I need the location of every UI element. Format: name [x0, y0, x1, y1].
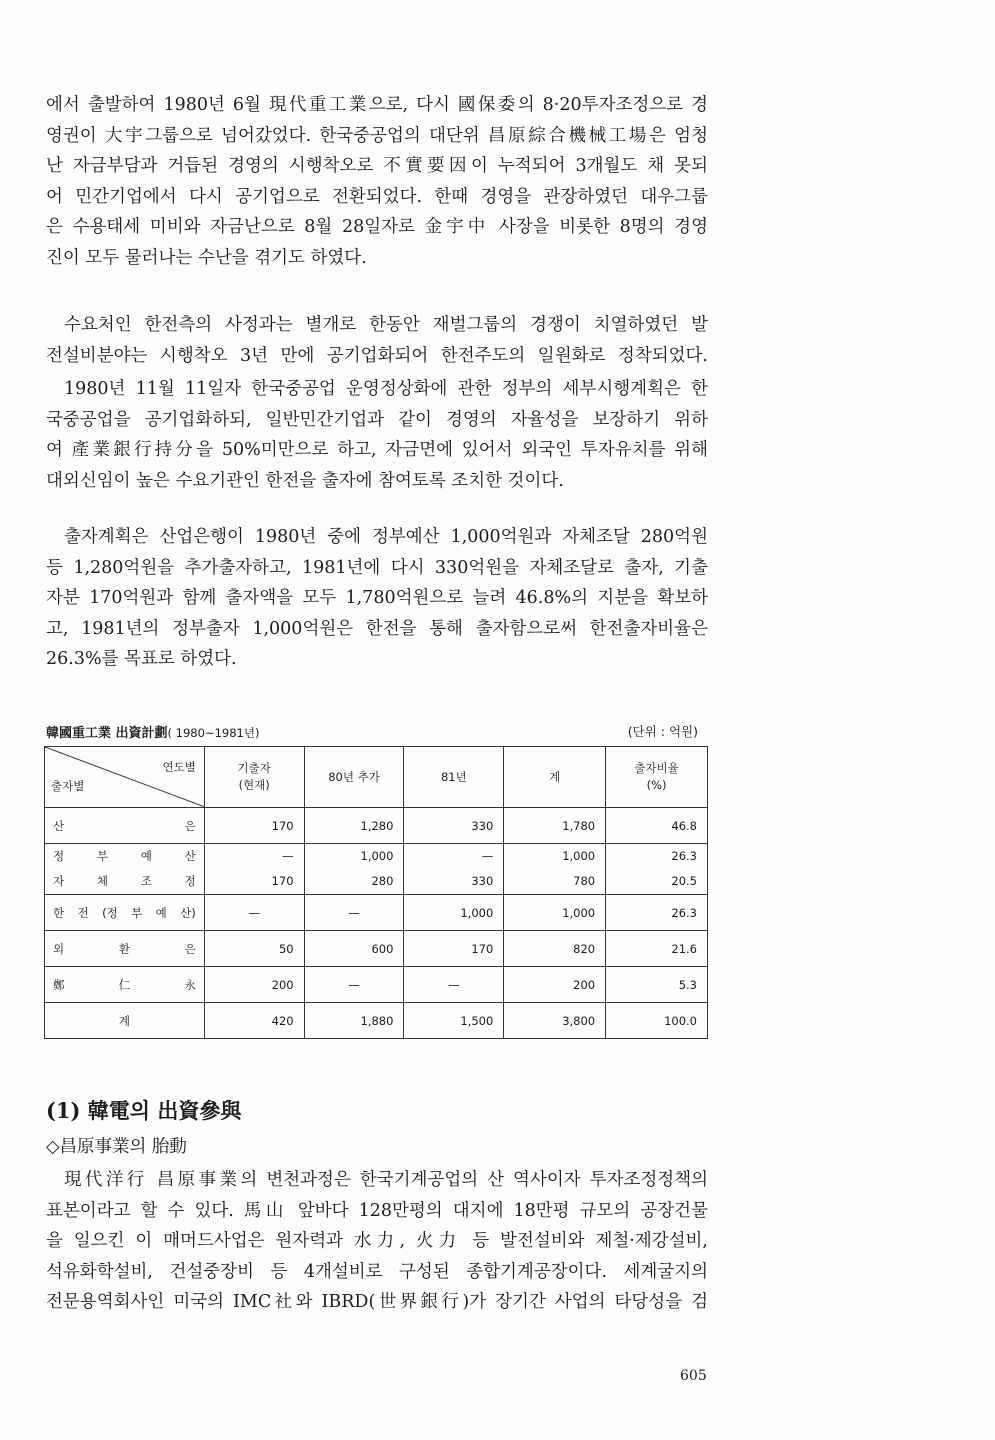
label-char: 체: [96, 874, 108, 888]
cell-value: 330: [471, 874, 494, 888]
table-cell: —: [204, 895, 304, 931]
label-char: 은: [184, 818, 196, 833]
label-char: 은: [184, 941, 196, 956]
cell-value: 1,000: [360, 849, 394, 863]
table-row: [45, 967, 708, 1003]
header-text: 기출자: [237, 761, 271, 775]
table-cell: 1,780: [504, 808, 606, 844]
label-char: 산): [180, 905, 196, 920]
cell-value: 780: [573, 874, 596, 888]
cell-value: 20.5: [671, 874, 697, 888]
table-cell: [504, 844, 606, 895]
table-cell: 1,280: [304, 808, 404, 844]
text-line: 난 자금부담과 거듭된 경영의 시행착오로 不實要因이 누적되어 3개월도 채 못되: [46, 156, 708, 176]
diagonal-line-icon: [45, 747, 205, 807]
paragraph-2: [46, 310, 708, 371]
table-cell: 330: [404, 808, 504, 844]
label-char: 鄭: [53, 977, 65, 992]
section-heading: (1) 韓電의 出資參與: [46, 1098, 242, 1123]
table-cell: 3,800: [504, 1003, 606, 1039]
table-cell: —: [404, 967, 504, 1003]
text-line: 26.3%를 목표로 하였다.: [46, 649, 237, 669]
table-cell: 600: [304, 931, 404, 967]
row-label: [45, 967, 205, 1003]
text-line: 고, 1981년의 정부출자 1,000억원은 한전을 통해 출자함으로써 한전출자비율은: [46, 618, 708, 639]
text-line: 전설비분야는 시행착오 3년 만에 공기업화되어 한전주도의 일원화로 정착되었다.: [46, 345, 708, 366]
label-char: 산: [53, 818, 65, 833]
table-cell: 200: [504, 967, 606, 1003]
header-text: (%): [646, 778, 667, 792]
text-line: 어 민간기업에서 다시 공기업으로 전환되었다. 한때 경영을 관장하였던 대우그룹: [46, 186, 708, 207]
table-cell: 420: [204, 1003, 304, 1039]
header-text: (현재): [238, 778, 270, 792]
cell-value: —: [282, 849, 294, 863]
label-char: 전: [77, 905, 89, 920]
table-title: 韓國重工業 出資計劃: [46, 726, 168, 741]
label-char: 외: [53, 941, 65, 956]
label-char: (정: [102, 905, 118, 920]
label-char: 조: [140, 874, 152, 888]
text-line: 표본이라고 할 수 있다. 馬山 앞바다 128만평의 대지에 18만평 규모의 공장건물: [46, 1200, 708, 1221]
text-line: 출자계획은 산업은행이 1980년 중에 정부예산 1,000억원과 자체조달 280억원: [64, 527, 708, 547]
col-81-header: 81년: [404, 747, 504, 808]
investment-table: [44, 746, 708, 1039]
table-cell: [204, 844, 304, 895]
table-cell: 21.6: [606, 931, 708, 967]
paragraph-1: [46, 90, 708, 273]
table-row: [45, 931, 708, 967]
table-cell: 1,000: [404, 895, 504, 931]
col-ratio-header: [606, 747, 708, 808]
text-line: 수요처인 한전측의 사정과는 별개로 한동안 재벌그룹의 경쟁이 치열하였던 발: [64, 315, 708, 335]
text-line: 전문용역회사인 미국의 IMC社와 IBRD(世界銀行)가 장기간 사업의 타당성을 검: [46, 1292, 708, 1312]
label-char: 정: [184, 874, 196, 888]
row-label: 계: [45, 1003, 205, 1039]
table-cell: [304, 844, 404, 895]
row-label: [45, 808, 205, 844]
table-cell: —: [304, 967, 404, 1003]
table-cell: 820: [504, 931, 606, 967]
page-number: 605: [680, 1368, 707, 1384]
table-row: [45, 895, 708, 931]
year-header: 연도별: [162, 760, 196, 774]
label-char: 자: [53, 874, 65, 888]
label-char: 한: [53, 905, 65, 920]
table-cell: 26.3: [606, 895, 708, 931]
label-char: 환: [118, 941, 130, 956]
table-row: [45, 808, 708, 844]
paragraph-5: [46, 1165, 708, 1318]
label-char: 부: [131, 905, 143, 920]
table-header-row: [45, 747, 708, 808]
table-cell: [404, 844, 504, 895]
text-line: 석유화학설비, 건설중장비 등 4개설비로 구성된 종합기계공장이다. 세계굴지의: [46, 1261, 708, 1282]
text-line: 여 產業銀行持分을 50%미만으로 하고, 자금면에 있어서 외국인 투자유치를 위해: [46, 440, 708, 460]
table-cell: 100.0: [606, 1003, 708, 1039]
label-char: 永: [184, 977, 196, 992]
table-cell: 1,000: [504, 895, 606, 931]
text-line: 은 수용태세 미비와 자금난으로 8월 28일자로 金宇中 사장을 비롯한 8명의 경영: [46, 217, 708, 237]
label-char: 부: [96, 849, 108, 863]
cell-value: 170: [271, 874, 294, 888]
table-cell: 5.3: [606, 967, 708, 1003]
table-cell: 1,880: [304, 1003, 404, 1039]
table-cell: [606, 844, 708, 895]
text-line: 영권이 大宇그룹으로 넘어갔었다. 한국중공업의 대단위 昌原綜合機械工場은 엄청: [46, 125, 708, 146]
sub-heading: ◇昌原事業의 胎動: [46, 1137, 187, 1157]
table-row: [45, 844, 708, 895]
table-cell: 170: [404, 931, 504, 967]
cell-value: 1,000: [562, 849, 596, 863]
header-text: 출자비율: [634, 761, 679, 775]
cell-value: 280: [371, 874, 394, 888]
text-line: 1980년 11월 11일자 한국중공업 운영정상화에 관한 정부의 세부시행계획은 한: [64, 379, 708, 399]
row-label: [45, 844, 205, 895]
table-cell: 46.8: [606, 808, 708, 844]
text-line: 진이 모두 물러나는 수난을 겪기도 하였다.: [46, 247, 367, 268]
table-cell: —: [304, 895, 404, 931]
text-line: 국중공업을 공기업화하되, 일반민간기업과 같이 경영의 자율성을 보장하기 위하: [46, 409, 708, 430]
table-cell: 1,500: [404, 1003, 504, 1039]
col-total-header: 계: [504, 747, 606, 808]
text-line: 대외신임이 높은 수요기관인 한전을 출자에 참여토록 조치한 것이다.: [46, 470, 564, 491]
text-line: 現代洋行 昌原事業의 변천과정은 한국기계공업의 산 역사이자 투자조정정책의: [64, 1170, 708, 1190]
table-cell: 170: [204, 808, 304, 844]
table-cell: 50: [204, 931, 304, 967]
cell-value: —: [481, 849, 494, 863]
table-range: ( 1980~1981년): [167, 726, 260, 740]
table-caption: [46, 722, 708, 742]
label-char: 산: [184, 849, 196, 863]
text-line: 자분 170억원과 함께 출자액을 모두 1,780억원으로 늘려 46.8%의 지분을 확보하: [46, 588, 708, 608]
table-total-row: [45, 1003, 708, 1039]
row-label: [45, 895, 205, 931]
paragraph-4: [46, 522, 708, 675]
text-line: 등 1,280억원을 추가출자하고, 1981년에 다시 330억원을 자체조달로 출자, 기출: [46, 557, 708, 578]
table-unit: (단위 : 억원): [627, 724, 698, 739]
paragraph-3: [46, 374, 708, 496]
cell-value: 26.3: [671, 849, 697, 863]
label-char: 정: [53, 849, 65, 863]
text-line: 에서 출발하여 1980년 6월 現代重工業으로, 다시 國保委의 8·20투자조정으로 경: [46, 95, 708, 115]
header-corner-cell: [45, 747, 205, 808]
table-cell: 200: [204, 967, 304, 1003]
row-label: [45, 931, 205, 967]
label-char: 예: [155, 905, 167, 920]
text-line: 을 일으킨 이 매머드사업은 원자력과 水力, 火力 등 발전설비와 제철·제강설비,: [46, 1231, 708, 1251]
label-char: 예: [140, 849, 152, 863]
col-existing-header: [204, 747, 304, 808]
source-header: 출자별: [51, 779, 85, 793]
label-char: 仁: [118, 977, 131, 992]
col-80-header: 80년 추가: [304, 747, 404, 808]
